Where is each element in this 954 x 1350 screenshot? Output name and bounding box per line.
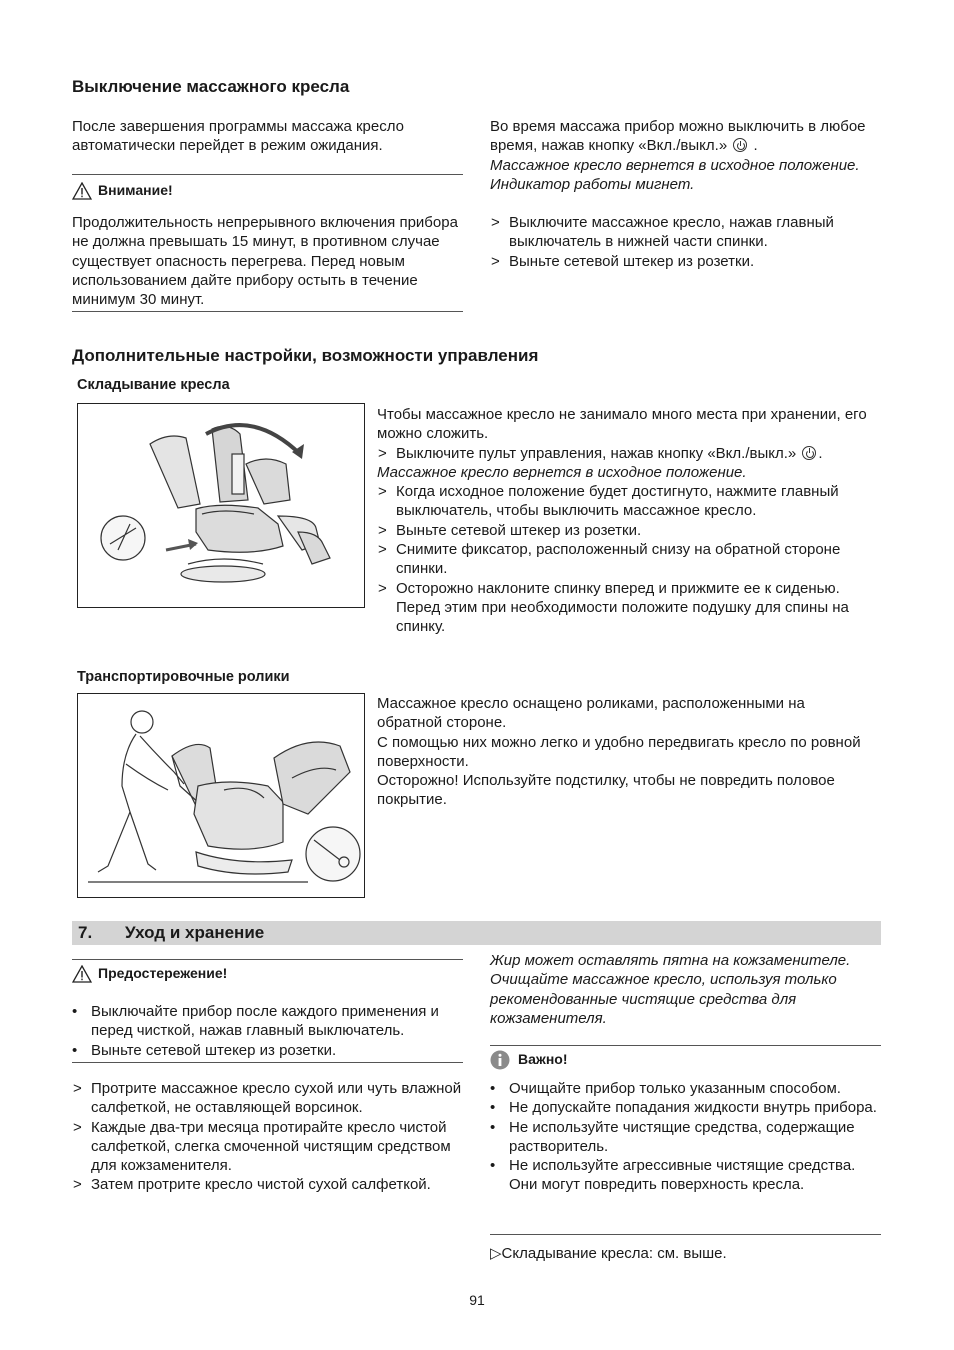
folding-steps <box>377 444 877 463</box>
section-title-care: Уход и хранение <box>125 923 265 942</box>
list-item <box>72 1175 463 1194</box>
power-icon <box>733 138 747 152</box>
list-item <box>490 1098 881 1117</box>
power-off-result: Массажное кресло вернется в исходное положение. Индикатор работы мигнет. <box>490 156 860 193</box>
step-note: Перед этим при необходимости положите подушку для спины на спинку. <box>396 598 849 636</box>
caution-list <box>72 1002 463 1060</box>
bullet-marker: • <box>490 1157 496 1175</box>
warning-label: Внимание! <box>98 182 173 199</box>
power-off-steps <box>490 213 875 271</box>
divider <box>72 959 463 960</box>
warning-icon <box>72 965 92 983</box>
step-text: Когда исходное положение будет достигнуто, нажмите главный выключатель, чтобы выключить массажное кресло. <box>396 483 839 520</box>
section-number: 7. <box>78 923 93 942</box>
list-item <box>377 482 877 521</box>
xref-text: Складывание кресла: см. выше. <box>501 1245 727 1262</box>
bullet-marker: • <box>490 1118 496 1136</box>
bullet-marker: • <box>490 1080 496 1097</box>
list-item <box>72 1002 463 1041</box>
rollers-p2: С помощью них можно легко и удобно передвигать кресло по ровной поверхности. <box>377 733 861 770</box>
step-text: Каждые два-три месяца протирайте кресло чистой салфеткой, слегка смоченной чистящим средством для кожзаменителя. <box>91 1118 451 1175</box>
power-off-right-text <box>490 117 875 194</box>
section-heading-bar <box>72 921 881 945</box>
folding-illustration <box>77 403 365 608</box>
step-text: Снимите фиксатор, расположенный снизу на обратной стороне спинки. <box>396 541 841 578</box>
rollers-text <box>377 694 867 810</box>
step-text: Выключите массажное кресло, нажав главный выключатель в нижней части спинки. <box>509 214 834 251</box>
divider <box>490 1234 881 1235</box>
bullet-text: Очищайте прибор только указанным способом. <box>509 1080 841 1097</box>
bullet-text: Не допускайте попадания жидкости внутрь прибора. <box>509 1099 877 1117</box>
punctuation: . <box>753 137 758 155</box>
step-text: Выньте сетевой штекер из розетки. <box>396 521 642 539</box>
section-title-power-off: Выключение массажного кресла <box>72 77 350 96</box>
step-marker: > <box>378 444 387 462</box>
folding-text <box>377 405 877 637</box>
power-off-instruction: Во время массажа прибор можно выключить в любое время, нажав кнопку «Вкл./выкл.» <box>490 118 866 155</box>
list-item <box>377 444 877 463</box>
step-text: Выключите пульт управления, нажав кнопку «Вкл./выкл.» <box>396 444 797 462</box>
folding-intro: Чтобы массажное кресло не занимало много места при хранении, его можно сложить. <box>377 406 867 443</box>
list-item <box>377 540 877 579</box>
folding-steps-cont <box>377 482 877 636</box>
divider <box>72 311 463 312</box>
step-marker: > <box>491 214 500 231</box>
step-marker: > <box>378 483 387 501</box>
important-label: Важно! <box>518 1051 568 1068</box>
leatherette-note: Жир может оставлять пятна на кожзаменителе. Очищайте массажное кресло, используя только рекомендованные чистящие средства для кожзаменителя. <box>490 952 851 1027</box>
rollers-p1: Массажное кресло оснащено роликами, расположенными на обратной стороне. <box>377 695 805 732</box>
step-marker: > <box>73 1080 82 1097</box>
divider <box>490 1045 881 1046</box>
bullet-text: Не используйте чистящие средства, содержащие растворитель. <box>509 1118 855 1155</box>
bullet-marker: • <box>72 1041 78 1059</box>
step-marker: > <box>73 1176 82 1194</box>
subtitle-rollers: Транспортировочные ролики <box>77 669 290 685</box>
step-marker: > <box>73 1118 82 1136</box>
step-marker: > <box>378 579 387 597</box>
list-item <box>490 1156 881 1195</box>
warning-text: Продолжительность непрерывного включения прибора не должна превышать 15 минут, в противном случае существует опасность перегрева. Перед новым использованием дайте прибору остыть в течение минимум 30 минут. <box>72 214 458 309</box>
bullet-text: Выключайте прибор после каждого применения и перед чисткой, нажав главный выключатель. <box>91 1003 439 1040</box>
step-text: Осторожно наклоните спинку вперед и прижмите ее к сиденью. <box>396 579 840 597</box>
xref-arrow-icon: ▷ <box>490 1245 502 1262</box>
step-marker: > <box>378 521 387 539</box>
bullet-marker: • <box>72 1003 78 1020</box>
divider <box>72 174 463 175</box>
bullet-note: Они могут повредить поверхность кресла. <box>509 1176 805 1194</box>
caution-header <box>72 963 227 985</box>
important-header <box>490 1049 568 1071</box>
list-item <box>72 1118 463 1176</box>
warning-icon <box>72 182 92 200</box>
punctuation: . <box>818 444 823 462</box>
bullet-marker: • <box>490 1099 496 1117</box>
rollers-illustration <box>77 693 365 898</box>
folding-step1-result: Массажное кресло вернется в исходное положение. <box>377 463 747 481</box>
moving-chair-drawing <box>78 694 364 897</box>
list-item <box>490 252 875 271</box>
cross-reference[interactable] <box>490 1244 727 1263</box>
bullet-text: Не используйте агрессивные чистящие средства. <box>509 1157 856 1175</box>
list-item <box>72 1079 463 1118</box>
step-marker: > <box>491 252 500 270</box>
bullet-text: Выньте сетевой штекер из розетки. <box>91 1041 337 1059</box>
power-icon <box>802 446 816 460</box>
subtitle-folding: Складывание кресла <box>77 377 230 393</box>
step-text: Выньте сетевой штекер из розетки. <box>509 252 755 270</box>
section-title-settings: Дополнительные настройки, возможности управления <box>72 346 539 365</box>
rollers-p3: Осторожно! Используйте подстилку, чтобы не повредить половое покрытие. <box>377 772 835 809</box>
step-marker: > <box>378 541 387 559</box>
list-item <box>490 1079 881 1098</box>
page-number: 91 <box>469 1292 485 1308</box>
step-text: Затем протрите кресло чистой сухой салфеткой. <box>91 1176 431 1194</box>
list-item <box>377 521 877 540</box>
folding-chair-drawing <box>78 404 364 607</box>
care-steps <box>72 1079 463 1195</box>
divider <box>72 1062 463 1063</box>
important-list <box>490 1079 881 1195</box>
warning-header <box>72 180 173 202</box>
list-item <box>490 1118 881 1157</box>
list-item <box>490 213 875 252</box>
list-item <box>377 579 877 637</box>
power-off-intro: После завершения программы массажа кресло автоматически перейдет в режим ожидания. <box>72 118 405 155</box>
info-icon <box>490 1050 510 1070</box>
list-item <box>72 1041 463 1060</box>
step-text: Протрите массажное кресло сухой или чуть влажной салфеткой, не оставляющей ворсинок. <box>91 1080 462 1117</box>
caution-label: Предостережение! <box>98 965 228 982</box>
